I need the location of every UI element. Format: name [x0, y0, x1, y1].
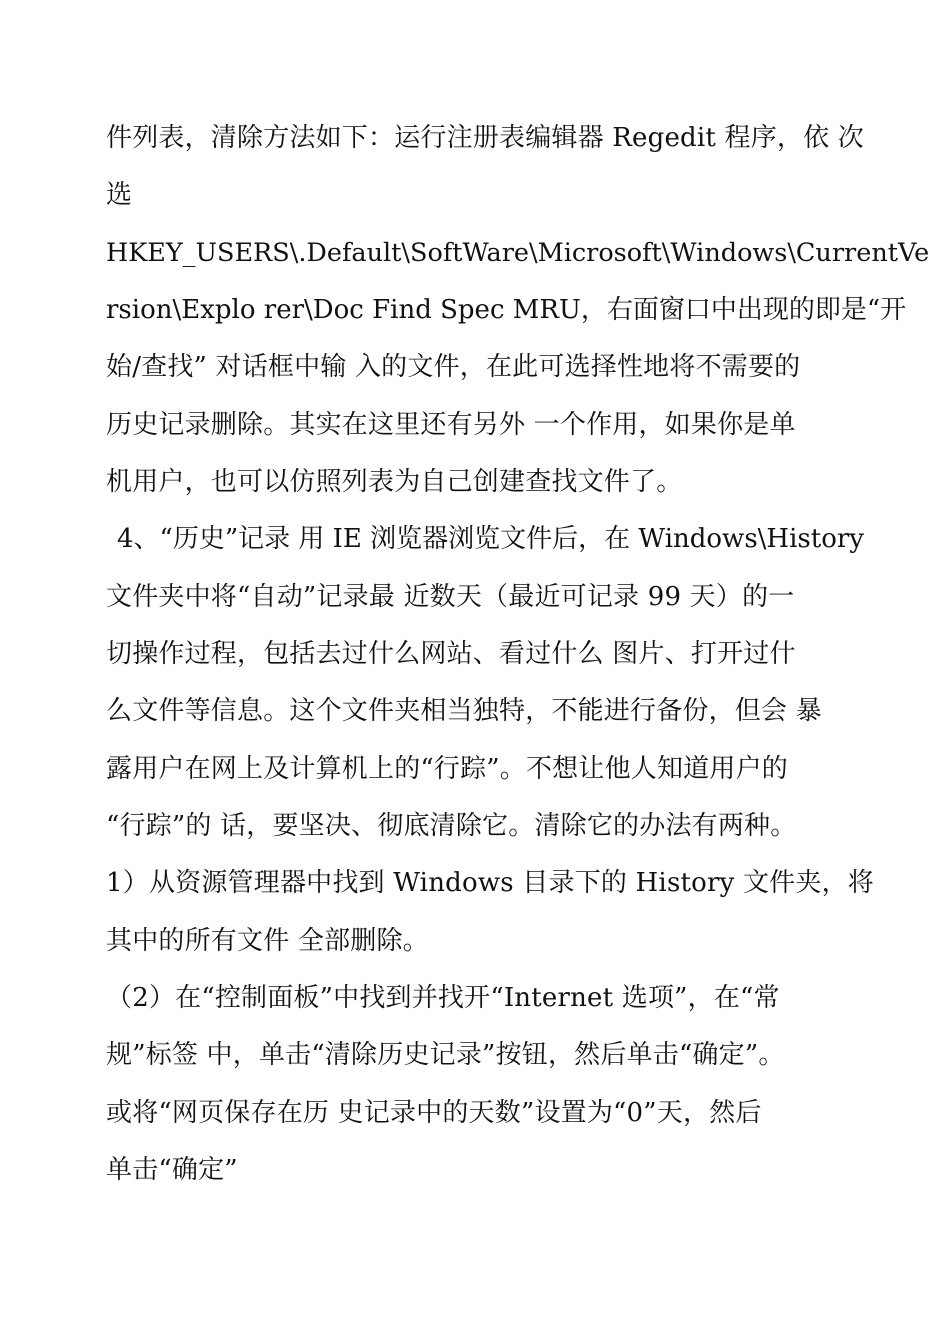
- text-line: 其中的所有文件 全部删除。: [106, 926, 429, 956]
- text-line: 文件夹中将“自动”记录最 近数天（最近可记录 99 天）的一: [106, 582, 795, 612]
- text-line: 么文件等信息。这个文件夹相当独特，不能进行备份，但会 暴: [106, 696, 822, 726]
- text-line: 露用户在网上及计算机上的“行踪”。不想让他人知道用户的: [106, 754, 788, 784]
- text-line: 4、“历史”记录 用 IE 浏览器浏览文件后，在 Windows\History: [117, 524, 864, 554]
- text-line: 件列表，清除方法如下：运行注册表编辑器 Regedit 程序，依 次: [106, 123, 864, 153]
- text-line: 机用户，也可以仿照列表为自己创建查找文件了。: [106, 467, 683, 497]
- text-line: 历史记录删除。其实在这里还有另外 一个作用，如果你是单: [106, 410, 796, 440]
- text-line: 1）从资源管理器中找到 Windows 目录下的 History 文件夹，将: [106, 868, 874, 898]
- text-line: （2）在“控制面板”中找到并找开“Internet 选项”，在“常: [106, 983, 780, 1013]
- text-line: rsion\Explo rer\Doc Find Spec MRU，右面窗口中出现的即是“开: [106, 295, 907, 325]
- text-line: 切操作过程，包括去过什么网站、看过什么 图片、打开过什: [106, 639, 796, 669]
- text-line: “行踪”的 话，要坚决、彻底清除它。清除它的办法有两种。: [106, 811, 797, 841]
- text-line: 或将“网页保存在历 史记录中的天数”设置为“0”天，然后: [106, 1098, 762, 1128]
- text-line: 始/查找” 对话框中输 入的文件，在此可选择性地将不需要的: [106, 352, 801, 382]
- text-line: HKEY_USERS\.Default\SoftWare\Microsoft\Windows\CurrentVe: [106, 238, 930, 268]
- text-line: 规”标签 中，单击“清除历史记录”按钮，然后单击“确定”。: [106, 1040, 785, 1070]
- text-line: 单击“确定”: [106, 1155, 238, 1185]
- text-line: 选: [106, 180, 133, 210]
